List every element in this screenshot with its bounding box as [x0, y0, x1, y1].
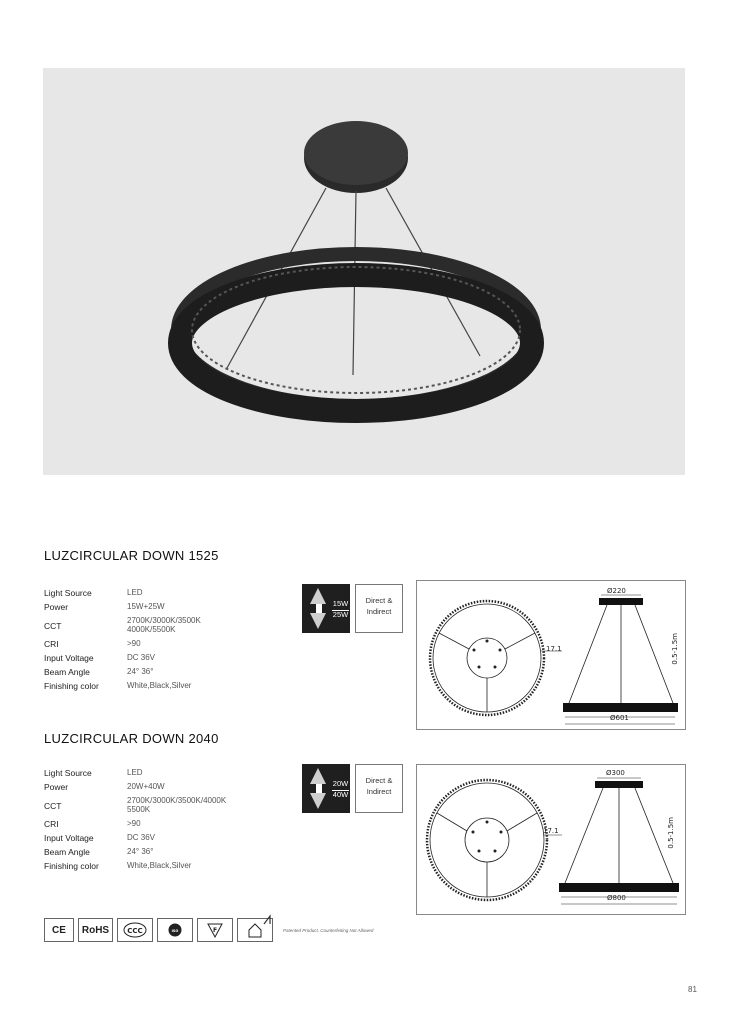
iso-icon — [168, 923, 182, 937]
ccc-mark — [117, 918, 153, 942]
spec-table-1525 — [44, 586, 244, 693]
f-mark — [197, 918, 233, 942]
page-number: 81 — [688, 985, 697, 994]
ccc-icon — [123, 922, 147, 938]
dim-canopy: Ø220 — [607, 587, 626, 595]
emission-label: Direct & Indirect — [355, 584, 403, 633]
dim-height: 17.1 — [543, 827, 559, 835]
spec-table-2040 — [44, 766, 244, 873]
spec-row-power: Power 20W+40W — [44, 781, 165, 792]
spec-row-voltage: Input Voltage DC 36V — [44, 652, 156, 663]
spec-row-light-source: Light Source LED — [44, 767, 143, 778]
emission-diagram-2040 — [302, 764, 402, 813]
spec-row-cct: CCT 2700K/3000K/3500K 4000K/5500K — [44, 615, 201, 634]
emission-diagram-1525 — [302, 584, 402, 633]
spec-row-cri: CRI >90 — [44, 638, 141, 649]
iso-label: ISO — [171, 929, 179, 933]
dim-ring: Ø601 — [610, 714, 629, 722]
pendant-lamp-illustration — [43, 68, 685, 475]
spec-row-cct: CCT 2700K/3000K/3500K/4000K 5500K — [44, 795, 227, 814]
dim-canopy: Ø300 — [606, 769, 625, 777]
spec-row-cri: CRI >90 — [44, 818, 141, 829]
watt-down-label: 40W — [332, 790, 349, 799]
product-photo — [43, 68, 685, 475]
f-triangle-icon — [207, 922, 223, 938]
light-distribution-icon — [302, 584, 350, 633]
spec-row-beam: Beam Angle 24° 36° — [44, 846, 154, 857]
spec-row-finish: Finishing color White,Black,Silver — [44, 680, 192, 691]
spec-row-voltage: Input Voltage DC 36V — [44, 832, 156, 843]
dim-height: 17.1 — [546, 645, 562, 653]
product-title-2040: LUZCIRCULAR DOWN 2040 — [44, 731, 219, 746]
iso-mark — [157, 918, 193, 942]
ccc-label: CCC — [127, 927, 143, 935]
dim-ring: Ø800 — [607, 894, 626, 902]
patent-icon — [260, 914, 278, 926]
spec-row-power: Power 15W+25W — [44, 601, 165, 612]
dim-cable: 0.5-1.5m — [671, 633, 679, 665]
watt-up-label: 15W — [332, 599, 349, 608]
certification-row — [44, 918, 273, 942]
technical-drawing-2040 — [416, 764, 686, 915]
light-distribution-icon — [302, 764, 350, 813]
technical-drawing-1525 — [416, 580, 686, 730]
spec-row-beam: Beam Angle 24° 36° — [44, 666, 154, 677]
emission-label: Direct & Indirect — [355, 764, 403, 813]
spec-row-finish: Finishing color White,Black,Silver — [44, 860, 192, 871]
dim-cable: 0.5-1.5m — [667, 817, 675, 849]
watt-up-label: 20W — [332, 779, 349, 788]
f-label: F — [212, 927, 218, 934]
product-title-1525: LUZCIRCULAR DOWN 1525 — [44, 548, 219, 563]
spec-row-light-source: Light Source LED — [44, 587, 143, 598]
rohs-mark: RoHS — [78, 918, 113, 942]
ce-mark: CE — [44, 918, 74, 942]
watt-down-label: 25W — [332, 610, 349, 619]
